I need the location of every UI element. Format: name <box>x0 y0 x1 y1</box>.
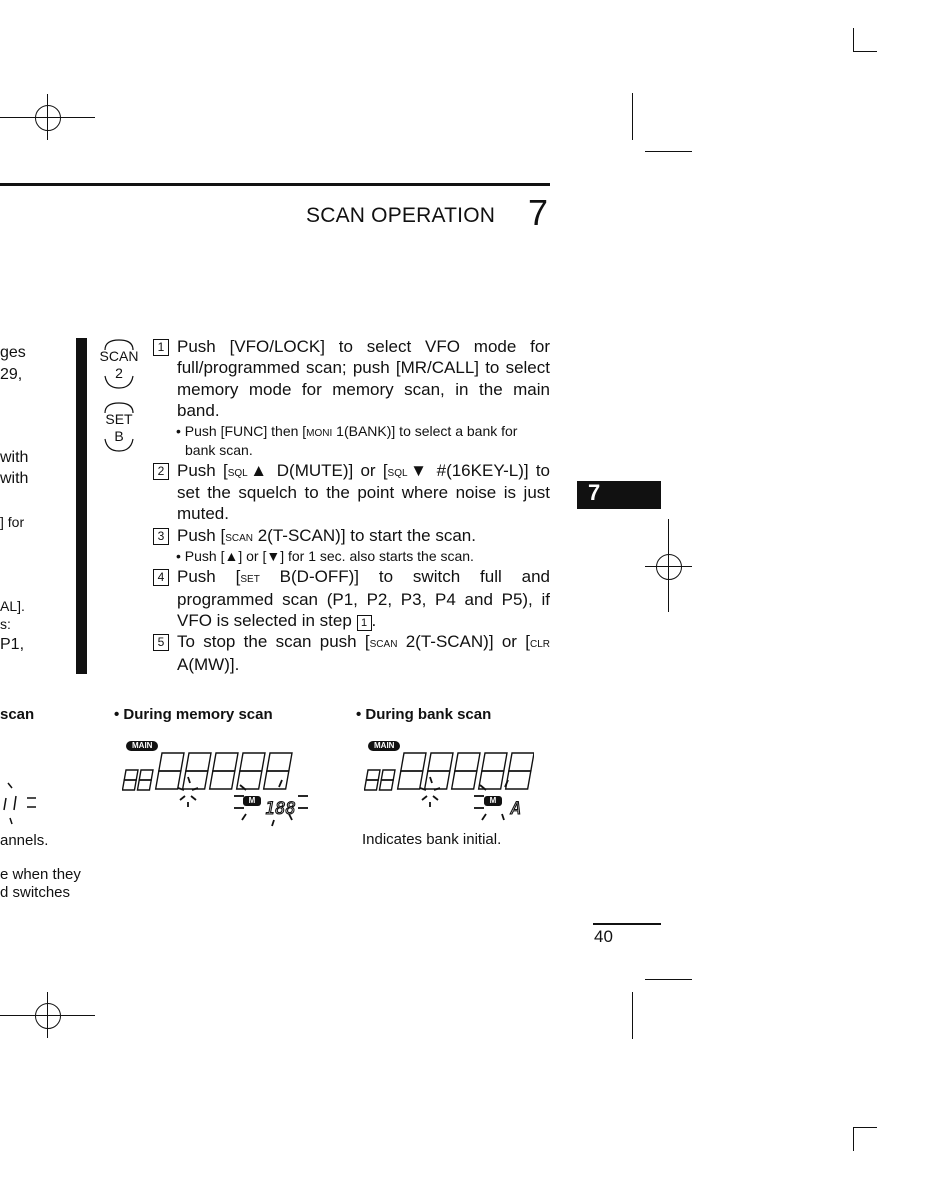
bank-initial-readout: A <box>511 799 522 819</box>
section-side-bar <box>76 338 87 674</box>
set-key-label: SET <box>105 411 133 427</box>
step-2 <box>153 460 550 525</box>
scan-key-label: SCAN <box>99 348 139 364</box>
step-text: Push [VFO/LOCK] to select VFO mode for full/programmed scan; push [MR/CALL] to select memory mode for memory scan, in the main band. <box>177 337 550 421</box>
crop-mark <box>853 28 854 52</box>
step-3-note: • Push [▲] or [▼] for 1 sec. also starts the scan. <box>176 548 474 565</box>
step-1 <box>153 336 550 422</box>
m-badge: M <box>484 796 502 806</box>
crop-mark <box>853 1127 877 1128</box>
left-text-fragment: ] for <box>0 514 25 530</box>
step-list <box>153 336 550 675</box>
left-text-fragment: AL]. <box>0 598 25 614</box>
m-badge: M <box>243 796 261 806</box>
step-number: 5 <box>153 634 169 651</box>
step-number: 4 <box>153 569 169 586</box>
left-note-fragment: d switches <box>0 884 71 901</box>
registration-mark <box>35 1003 61 1029</box>
scan-key-number: 2 <box>115 365 123 381</box>
step-4 <box>153 566 550 631</box>
step-number: 1 <box>153 339 169 356</box>
step-text: Push [set B(D-OFF)] to switch full and programmed scan (P1, P2, P3, P4 and P5), if VFO is selected in step 1 . <box>177 567 551 631</box>
crop-mark <box>632 992 633 1039</box>
main-badge: MAIN <box>126 741 158 751</box>
step-text: Push [sql▲ D(MUTE)] or [sql▼ #(16KEY-L)] to set the squelch to the point where noise is just muted. <box>177 460 550 524</box>
left-text-fragment: with <box>0 449 29 466</box>
step-text: Push [scan 2(T-SCAN)] to start the scan. <box>177 525 476 545</box>
chapter-tab-number: 7 <box>588 480 601 505</box>
step-ref-box: 1 <box>357 615 372 631</box>
registration-mark <box>35 105 61 131</box>
left-caption-fragment: scan <box>0 706 35 723</box>
set-key-letter: B <box>114 428 124 444</box>
step-3 <box>153 525 550 547</box>
step-number: 3 <box>153 528 169 545</box>
left-text-fragment: 29, <box>0 366 23 383</box>
crop-mark <box>645 979 692 980</box>
left-note-fragment: e when they <box>0 866 81 883</box>
left-note-fragment: annels. <box>0 832 49 849</box>
memory-scan-lcd-icon <box>122 750 317 830</box>
header-rule <box>0 183 550 186</box>
bank-scan-lcd-icon <box>364 750 534 830</box>
left-text-fragment: ges <box>0 344 26 361</box>
step-text: To stop the scan push [scan 2(T-SCAN)] or [clr A(MW)]. <box>177 632 550 674</box>
main-badge: MAIN <box>368 741 400 751</box>
page-number: 40 <box>594 927 613 946</box>
section-title: SCAN OPERATION <box>306 204 496 227</box>
crop-mark <box>632 93 633 140</box>
step-5 <box>153 631 550 675</box>
left-text-fragment: P1, <box>0 636 25 653</box>
registration-mark <box>656 554 682 580</box>
scan-key-icon <box>98 338 140 388</box>
memory-scan-caption: • During memory scan <box>114 706 273 723</box>
left-text-fragment: with <box>0 470 29 487</box>
set-key-icon <box>98 401 140 451</box>
bank-scan-caption: • During bank scan <box>356 706 492 723</box>
crop-mark <box>853 51 877 52</box>
crop-mark <box>853 1127 854 1151</box>
section-number: 7 <box>528 192 549 233</box>
bank-scan-note: Indicates bank initial. <box>362 831 502 848</box>
step-1-note: • Push [FUNC] then [moni 1(BANK)] to select a bank for bank scan. <box>176 422 518 458</box>
page-number-rule <box>593 923 661 925</box>
step-number: 2 <box>153 463 169 480</box>
memory-channel-readout: 188 <box>265 799 296 819</box>
left-text-fragment: s: <box>0 616 11 632</box>
crop-mark <box>645 151 692 152</box>
left-lcd-fragment <box>0 780 45 830</box>
